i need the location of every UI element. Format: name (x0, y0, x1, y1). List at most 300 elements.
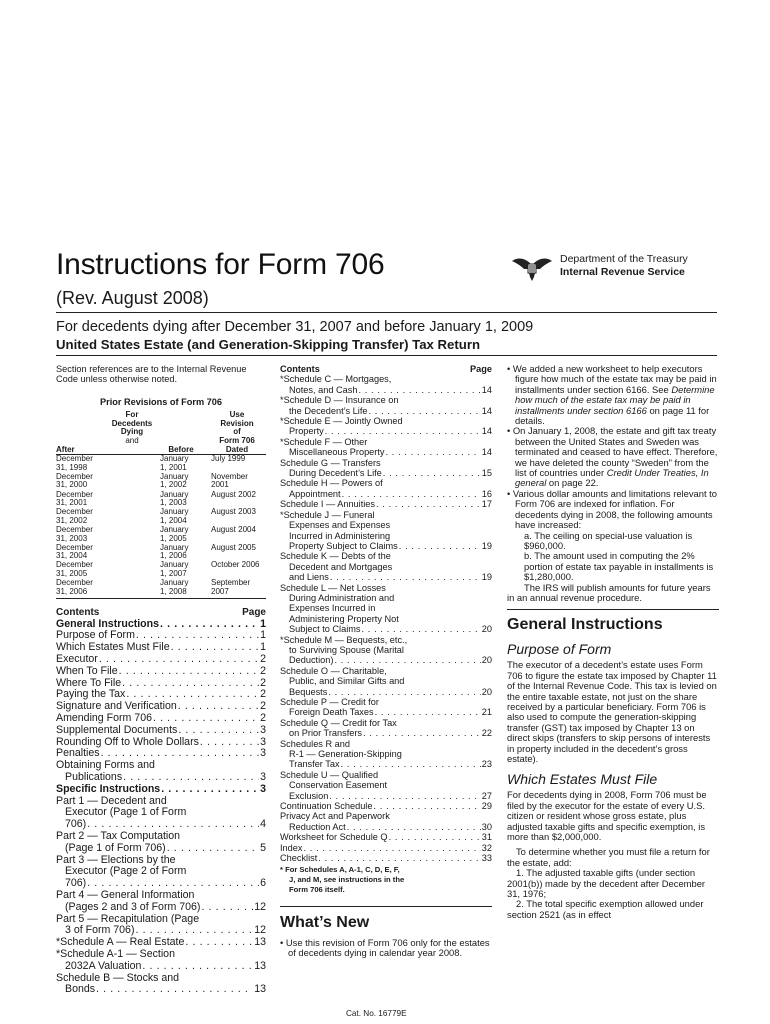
column-2 (280, 364, 492, 958)
toc-leader-dots (185, 937, 253, 949)
table-of-contents (280, 374, 492, 863)
table-row (56, 544, 266, 562)
toc-entry[interactable] (56, 666, 266, 678)
table-header-dying: Dying (120, 427, 144, 437)
toc-entry-page: 14 (481, 447, 492, 458)
toc-entry-title: Rounding Off to Whole Dollars (56, 735, 199, 748)
toc-entry-page: 1 (260, 641, 266, 654)
toc-entry-title: Purpose of Form (56, 629, 135, 642)
toc-line: Part 2 — Tax Computation (56, 829, 181, 842)
toc-entry[interactable] (280, 687, 492, 697)
table-cell-text: January (160, 489, 189, 499)
toc-line: *Schedule E — Jointly Owned (280, 416, 403, 427)
table-cell-text: January (160, 454, 189, 464)
toc-entry-page: 1 (260, 617, 266, 630)
table-cell-text: July 1999 (211, 454, 246, 464)
toc-entry[interactable] (280, 499, 492, 509)
toc-entry-title: Continuation Schedule (280, 801, 373, 812)
toc-entry[interactable] (280, 759, 492, 769)
toc-entry[interactable] (56, 961, 266, 973)
toc-line: Schedule L — Net Losses (280, 582, 386, 593)
table-cell-text: 31, 2002 (56, 515, 88, 525)
toc-entry[interactable] (280, 853, 492, 863)
contents-header (280, 364, 492, 374)
toc-entry-title: Schedule I — Annuities (280, 499, 375, 510)
toc-entry-title: Worksheet for Schedule Q (280, 832, 388, 843)
toc-leader-dots (362, 624, 481, 634)
toc-entry-page: 14 (481, 405, 492, 416)
toc-entry-title: (Page 1 of Form 706) (65, 841, 166, 854)
toc-leader-dots (171, 642, 259, 654)
table-header-and: and (125, 436, 139, 445)
toc-entry-title: 2032A Valuation (65, 959, 142, 972)
toc-leader-dots (178, 725, 259, 737)
toc-leader-dots (167, 843, 259, 855)
table-cell-text: 31, 2004 (56, 551, 88, 561)
form-subtitle: United States Estate (and Generation-Skipping Transfer) Tax Return (56, 337, 481, 352)
before-cell (154, 561, 208, 579)
toc-entry-title: Exclusion (289, 790, 329, 801)
add-item-1: 1. The adjusted taxable gifts (under section 2001(b)) made by the decedent after December 31, 1976; (507, 867, 706, 900)
toc-entry-title: Specific Instructions (56, 782, 161, 795)
toc-entry-page: 1 (260, 629, 266, 642)
table-cell-text: January (160, 471, 189, 481)
toc-entry[interactable] (280, 822, 492, 832)
prior-revisions-heading: Prior Revisions of Form 706 (99, 396, 223, 407)
table-cell-text: August 2003 (211, 507, 256, 517)
decedents-statement: For decedents dying after December 31, 2007 and before January 1, 2009 (56, 319, 534, 335)
table-cell-text: 31, 2005 (56, 568, 88, 578)
revision-date: (Rev. August 2008) (56, 288, 209, 308)
toc-entry-page: 2 (260, 652, 266, 665)
toc-entry-page: 33 (481, 853, 492, 864)
toc-line: Expenses and Expenses (289, 520, 391, 531)
toc-entry-page: 14 (481, 426, 492, 437)
toc-leader-dots (399, 541, 481, 551)
table-cell-text: December (56, 560, 93, 570)
table-cell-text: January (160, 560, 189, 570)
toc-entry-title: Property (289, 426, 324, 437)
toc-entry-page: 5 (260, 841, 266, 854)
toc-entry-page: 6 (260, 877, 266, 890)
whats-new-heading: What’s New (280, 913, 370, 931)
toc-entry-title: Which Estates Must File (56, 641, 170, 654)
use-revision-cell (208, 544, 266, 562)
toc-entry-title: When To File (56, 664, 118, 677)
table-header-form: Form 706 (219, 436, 255, 445)
toc-entry-page: 30 (481, 821, 492, 832)
toc-entry-page: 21 (481, 707, 492, 718)
after-cell (56, 455, 154, 473)
table-cell-text: 1, 2003 (160, 498, 187, 508)
table-row (56, 473, 266, 491)
toc-entry-page: 19 (481, 572, 492, 583)
inflation-item-a: a. The ceiling on special-use valuation is $960,000. (524, 529, 693, 551)
toc-leader-dots (303, 843, 480, 853)
toc-leader-dots (123, 772, 259, 784)
toc-entry-page: 20 (481, 686, 492, 697)
toc-entry-title: Bequests (289, 686, 328, 697)
toc-entry-title: Appointment (289, 488, 341, 499)
table-cell-text: August 2005 (211, 542, 256, 552)
after-cell (56, 491, 154, 509)
toc-line: Part 3 — Elections by the (56, 853, 176, 866)
toc-entry-page: 23 (481, 759, 492, 770)
general-instructions-heading: General Instructions (507, 616, 663, 634)
use-revision-cell (208, 455, 266, 473)
toc-leader-dots (201, 902, 253, 914)
table-cell-text: 1, 2007 (160, 568, 187, 578)
table-cell-text: January (160, 507, 189, 517)
toc-entry-page: 3 (260, 782, 266, 795)
before-cell (154, 491, 208, 509)
table-cell-text: December (56, 454, 93, 464)
toc-line: Obtaining Forms and (56, 759, 155, 772)
agency-block (560, 253, 688, 279)
toc-entry-title: General Instructions (56, 617, 160, 630)
agency-irs: Internal Revenue Service (560, 266, 685, 278)
column-1 (56, 364, 266, 996)
toc-entry-page: 2 (260, 664, 266, 677)
toc-line: Schedule P — Credit for (280, 697, 379, 707)
toc-entry[interactable] (280, 655, 492, 665)
toc-entry-page: 2 (260, 688, 266, 701)
toc-entry[interactable] (56, 725, 266, 737)
toc-leader-dots (328, 687, 480, 697)
table-cell-text: December (56, 578, 93, 587)
table-row (56, 526, 266, 544)
toc-entry[interactable] (280, 843, 492, 853)
toc-entry-page: 27 (481, 790, 492, 801)
toc-entry-title: Bonds (65, 983, 96, 996)
toc-entry-title: Penalties (56, 747, 100, 760)
toc-leader-dots (389, 832, 481, 842)
contents-label: Contents (280, 364, 320, 374)
toc-line: R-1 — Generation-Skipping (289, 749, 402, 760)
toc-entry[interactable] (280, 572, 492, 582)
toc-entry-page: 16 (481, 488, 492, 499)
before-cell (154, 508, 208, 526)
toc-line: *Schedule C — Mortgages, (280, 374, 392, 385)
toc-entry[interactable] (280, 832, 492, 842)
toc-entry[interactable] (280, 791, 492, 801)
table-cell-text: October 2006 (211, 560, 260, 570)
use-revision-cell (208, 526, 266, 544)
toc-line: Schedule O — Charitable, (280, 665, 387, 676)
page-label: Page (470, 364, 492, 374)
header-divider-bottom (56, 355, 717, 356)
toc-entry-page: 4 (260, 818, 266, 831)
toc-entry[interactable] (280, 468, 492, 478)
toc-entry-title: Paying the Tax (56, 688, 126, 701)
toc-entry[interactable] (280, 426, 492, 436)
whats-new-section (280, 906, 492, 959)
use-revision-cell (208, 491, 266, 509)
toc-entry-page: 20 (481, 655, 492, 666)
toc-line: *Schedule M — Bequests, etc., (280, 634, 408, 645)
toc-entry-page: 14 (481, 384, 492, 395)
table-cell-text: January (160, 578, 189, 587)
toc-line: Executor (Page 1 of Form (65, 806, 187, 819)
purpose-text: The executor of a decedent’s estate uses Form 706 to figure the estate tax imposed by Chapter 11 of the Internal Revenue Code. This tax is levied on the entire taxable estate, not just on the share received by a particular beneficiary. Form 706 is also used to compute the generation-skipping transfer (GST) tax imposed by Chapter 13 on direct skips (transfers to skip persons of interests in property included in the decedent’s gross estate). (507, 659, 717, 764)
toc-line: Schedule K — Debts of the (280, 551, 391, 562)
toc-entry-page: 31 (481, 832, 492, 843)
table-row (56, 579, 266, 599)
table-cell-text: December (56, 524, 93, 534)
after-cell (56, 508, 154, 526)
table-header-of: of (233, 427, 241, 437)
table-cell-text: 31, 1998 (56, 462, 88, 472)
toc-entry-title: and Liens (289, 572, 329, 583)
toc-line: Schedule U — Qualified (280, 769, 379, 780)
toc-entry[interactable] (280, 447, 492, 457)
toc-entry-title: (Pages 2 and 3 of Form 706) (65, 900, 201, 913)
toc-line: to Surviving Spouse (Marital (289, 644, 404, 655)
before-cell (154, 579, 208, 599)
table-cell-text: December (56, 471, 93, 481)
toc-leader-dots (160, 619, 259, 631)
table-cell-text: 31, 2001 (56, 498, 88, 508)
toc-entry-title: the Decedent’s Life (289, 405, 368, 416)
before-cell (154, 473, 208, 491)
table-cell-text: 1, 2002 (160, 480, 187, 490)
toc-leader-dots (347, 822, 481, 832)
toc-line: Conservation Easement (289, 780, 388, 791)
toc-entry[interactable] (280, 728, 492, 738)
use-revision-cell (208, 579, 266, 599)
table-cell-text: December (56, 489, 93, 499)
toc-leader-dots (386, 447, 481, 457)
toc-entry-title: Executor (56, 652, 98, 665)
toc-line: During Administration and (289, 592, 395, 603)
schedule-footnote (280, 865, 492, 895)
toc-leader-dots (342, 489, 481, 499)
toc-line: Expenses Incurred in (289, 603, 376, 614)
toc-entry-title: Transfer Tax (289, 759, 340, 770)
toc-leader-dots (375, 707, 481, 717)
after-cell (56, 561, 154, 579)
toc-entry[interactable] (280, 385, 492, 395)
toc-entry[interactable] (280, 707, 492, 717)
toc-line: *Schedule A-1 — Section (56, 947, 175, 960)
toc-leader-dots (330, 572, 481, 582)
toc-entry[interactable] (56, 772, 266, 784)
worksheet-bullet: • We added a new worksheet to help executors figure how much of the estate tax may be paid in installments under section 6166. See Determine how much of the estate tax may be paid in installments under section 6166 on page 11 for details. (507, 363, 717, 427)
table-cell-text: November 2001 (211, 471, 248, 490)
toc-line: Schedule G — Transfers (280, 457, 381, 468)
table-header-revision: Revision (220, 418, 254, 428)
table-header-for: For (125, 410, 139, 420)
toc-line: Incurred in Administering (289, 530, 391, 541)
toc-entry-page: 20 (481, 624, 492, 635)
toc-entry[interactable] (56, 902, 266, 914)
toc-entry[interactable] (280, 624, 492, 634)
toc-leader-dots (358, 385, 480, 395)
toc-entry-title: 706) (65, 877, 87, 890)
prior-revisions-table (56, 411, 266, 599)
treaty-reference: Credit Under Treaties, In general (515, 467, 709, 489)
irs-publish-note: The IRS will publish amounts for future years in an annual revenue procedure. (507, 581, 711, 603)
table-cell-text: December (56, 542, 93, 552)
use-revision-cell (208, 473, 266, 491)
toc-entry-page: 3 (260, 747, 266, 760)
after-cell (56, 579, 154, 599)
table-cell-text: 31, 2000 (56, 480, 88, 490)
toc-entry-page: 3 (260, 770, 266, 783)
table-cell-text: August 2002 (211, 489, 256, 499)
after-cell (56, 544, 154, 562)
toc-line: Administering Property Not (289, 613, 399, 624)
toc-entry-title: Notes, and Cash (289, 384, 358, 395)
table-cell-text: 1, 2008 (160, 586, 187, 596)
agency-department: Department of the Treasury (560, 253, 688, 265)
toc-leader-dots (153, 713, 259, 725)
table-header-decedents: Decedents (111, 418, 153, 428)
toc-entry-page: 32 (481, 842, 492, 853)
toc-entry[interactable] (56, 843, 266, 855)
toc-leader-dots (161, 784, 259, 796)
toc-line: Decedent and Mortgages (289, 561, 393, 572)
toc-entry-page: 29 (481, 801, 492, 812)
after-cell (56, 526, 154, 544)
use-revision-cell (208, 508, 266, 526)
toc-leader-dots (122, 678, 259, 690)
toc-entry[interactable] (280, 541, 492, 551)
toc-leader-dots (341, 759, 481, 769)
toc-entry-page: 15 (481, 468, 492, 479)
footnote-line: Form 706 itself. (289, 884, 345, 894)
toc-line: Schedule Q — Credit for Tax (280, 717, 397, 728)
toc-line: Schedule B — Stocks and (56, 971, 180, 984)
toc-entry-page: 12 (254, 924, 266, 937)
toc-entry[interactable] (56, 784, 266, 796)
which-estates-text: For decedents dying in 2008, Form 706 must be filed by the executor for the estate of every U.S. citizen or resident whose gross estate, plus adjusted taxable gifts and specific exemption, is more than $2,000,000. (507, 789, 707, 843)
use-revision-cell (208, 561, 266, 579)
page-title: Instructions for Form 706 (56, 248, 385, 281)
toc-entry-title: Miscellaneous Property (289, 447, 385, 458)
before-cell (154, 544, 208, 562)
toc-entry-page: 2 (260, 676, 266, 689)
determine-text: To determine whether you must file a return for the estate, add: (507, 846, 710, 868)
toc-line: Privacy Act and Paperwork (280, 811, 390, 822)
toc-entry-title: Signature and Verification (56, 700, 177, 713)
table-cell-text: 1, 2001 (160, 462, 187, 472)
before-cell (154, 455, 208, 473)
toc-entry-page: 19 (481, 540, 492, 551)
table-cell-text: December (56, 507, 93, 517)
toc-leader-dots (99, 654, 259, 666)
toc-entry[interactable] (280, 406, 492, 416)
table-row (56, 508, 266, 526)
header-divider-top (56, 312, 717, 313)
toc-line: *Schedule J — Funeral (280, 509, 375, 520)
toc-leader-dots (318, 853, 480, 863)
toc-line: Executor (Page 2 of Form (65, 865, 187, 878)
table-cell-text: August 2004 (211, 524, 256, 534)
irs-eagle-logo-icon (510, 255, 554, 283)
toc-entry-title: Supplemental Documents (56, 723, 178, 736)
table-cell-text: 1, 2004 (160, 515, 187, 525)
column-3 (507, 364, 719, 920)
purpose-heading: Purpose of Form (507, 641, 612, 658)
toc-entry-page: 13 (254, 936, 266, 949)
toc-leader-dots (329, 791, 480, 801)
table-of-contents (56, 619, 266, 997)
page-label: Page (242, 607, 266, 619)
toc-leader-dots (334, 655, 480, 665)
section-references-note: Section references are to the Internal Revenue Code unless otherwise noted. (56, 364, 247, 385)
toc-entry-page: 2 (260, 700, 266, 713)
toc-leader-dots (369, 406, 481, 416)
toc-entry-title: 3 of Form 706) (65, 924, 135, 937)
toc-entry[interactable] (56, 654, 266, 666)
toc-entry[interactable] (56, 984, 266, 996)
toc-entry[interactable] (280, 801, 492, 811)
table-row (56, 491, 266, 509)
which-estates-heading: Which Estates Must File (507, 771, 658, 788)
toc-entry-page: 17 (481, 499, 492, 510)
toc-entry[interactable] (56, 713, 266, 725)
toc-line: Part 1 — Decedent and (56, 794, 167, 807)
toc-entry-page: 3 (260, 723, 266, 736)
table-header-before: Before (154, 446, 208, 455)
toc-entry-title: 706) (65, 818, 87, 831)
whats-new-bullet: • Use this revision of Form 706 only for the estates of decedents dying in calendar year 2008. (280, 936, 490, 958)
toc-entry-title: Property Subject to Claims (289, 540, 398, 551)
toc-line: Public, and Similar Gifts and (289, 676, 405, 687)
toc-leader-dots (325, 426, 481, 436)
footnote-line: J, and M, see instructions in the (289, 874, 405, 884)
toc-entry-title: Deduction) (289, 655, 334, 666)
contents-label: Contents (56, 607, 100, 619)
table-cell-text: January (160, 524, 189, 534)
toc-entry-title: Index (280, 842, 303, 853)
toc-leader-dots (200, 737, 259, 749)
table-cell-text: January (160, 542, 189, 552)
table-header-after: After (56, 446, 154, 455)
table-header-dated: Dated (225, 444, 249, 454)
table-cell-text: 1, 2005 (160, 533, 187, 543)
footnote-line: * For Schedules A, A-1, C, D, E, F, (280, 864, 400, 874)
toc-leader-dots (96, 984, 253, 996)
toc-line: Schedule H — Powers of (280, 478, 383, 489)
toc-leader-dots (376, 499, 481, 509)
toc-leader-dots (119, 666, 259, 678)
add-item-2: 2. The total specific exemption allowed under section 2521 (as in effect (507, 898, 704, 920)
treaty-bullet: • On January 1, 2008, the estate and gift tax treaty between the United States and Sweden was terminated and ceased to have effect. Therefore, we have deleted the county “Sweden” from the list of countries under Credit Under Treaties, In general on page 22. (507, 425, 718, 489)
toc-entry[interactable] (280, 489, 492, 499)
catalog-number: Cat. No. 16779E (346, 1009, 407, 1018)
worksheet-reference: Determine how much of the estate tax may be paid in installments under section 6166 (515, 383, 715, 416)
toc-entry-title: Where To File (56, 676, 122, 689)
table-row (56, 455, 266, 473)
general-instructions-section (507, 609, 719, 920)
toc-entry-page: 3 (260, 735, 266, 748)
toc-line: Part 4 — General Information (56, 888, 195, 901)
toc-line: *Schedule D — Insurance on (280, 395, 399, 406)
toc-entry-page: 12 (254, 900, 266, 913)
toc-entry-page: 2 (260, 711, 266, 724)
table-cell-text: 31, 2003 (56, 533, 88, 543)
toc-entry-title: *Schedule A — Real Estate (56, 936, 185, 949)
toc-entry-page: 13 (254, 959, 266, 972)
toc-leader-dots (178, 701, 259, 713)
table-header-use: Use (229, 410, 245, 420)
table-cell-text: 1, 2006 (160, 551, 187, 561)
toc-entry-title: Amending Form 706 (56, 711, 152, 724)
toc-entry-title: Publications (65, 770, 123, 783)
toc-entry-title: During Decedent’s Life (289, 468, 382, 479)
